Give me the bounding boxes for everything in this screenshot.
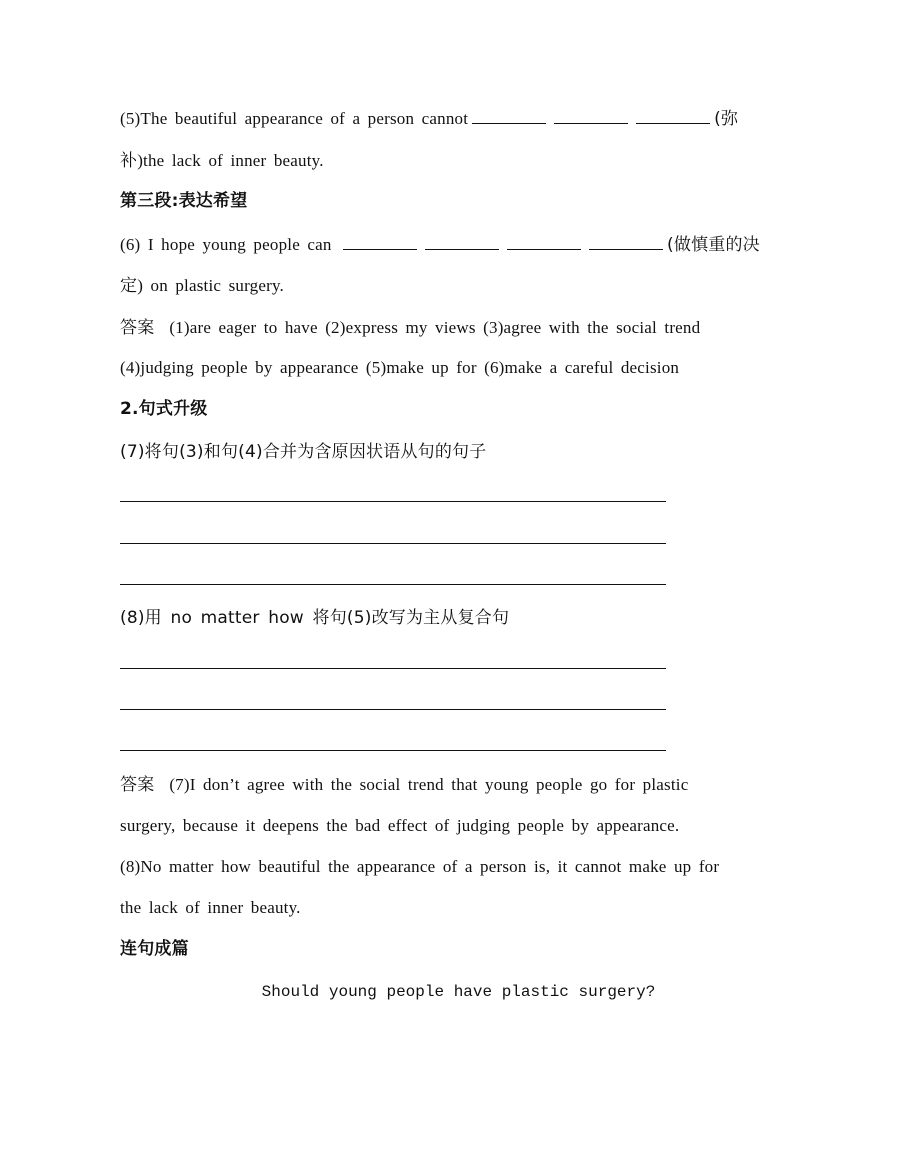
writing-line[interactable] (120, 584, 666, 585)
question-5-text: (5)The beautiful appearance of a person cannot (120, 109, 469, 128)
writing-line[interactable] (120, 668, 666, 669)
question-6-text: (6) I hope young people can (120, 235, 332, 254)
answer-blank[interactable] (425, 235, 499, 250)
answer-blank[interactable] (343, 235, 417, 250)
answer-2-line-1 (120, 774, 688, 796)
question-5-hint: (弥 (714, 109, 739, 129)
writing-line[interactable] (120, 709, 666, 710)
question-5-line-2: 补)the lack of inner beauty. (120, 151, 324, 170)
answer-1-line-1 (120, 317, 700, 339)
part-2-heading: 2.句式升级 (120, 399, 208, 419)
answer-blank[interactable] (636, 109, 710, 124)
question-6-line-2: 定) on plastic surgery. (120, 276, 285, 295)
answer-label: 答案 (120, 318, 155, 338)
section-3-heading: 第三段:表达希望 (120, 191, 248, 211)
compose-heading: 连句成篇 (120, 939, 189, 959)
answer-blank[interactable] (554, 109, 628, 124)
answer-blank[interactable] (589, 235, 663, 250)
question-7: (7)将句(3)和句(4)合并为含原因状语从句的句子 (120, 442, 487, 462)
writing-line[interactable] (120, 501, 666, 502)
answer-text: (7)I don’t agree with the social trend that young people go for plastic (169, 775, 689, 794)
answer-1-line-2: (4)judging people by appearance (5)make up for (6)make a careful decision (120, 358, 680, 377)
answer-2-line-2: surgery, because it deepens the bad effect of judging people by appearance. (120, 816, 680, 835)
answer-2-line-3: (8)No matter how beautiful the appearance of a person is, it cannot make up for (120, 857, 720, 876)
writing-line[interactable] (120, 543, 666, 544)
answer-text: (1)are eager to have (2)express my views (3)agree with the social trend (169, 318, 701, 337)
writing-line[interactable] (120, 750, 666, 751)
essay-title: Should young people have plastic surgery? (261, 983, 656, 1001)
question-5-line-1 (120, 108, 738, 130)
question-6-line-1 (120, 234, 760, 256)
answer-blank[interactable] (472, 109, 546, 124)
question-6-hint: (做慎重的决 (667, 235, 760, 255)
answer-blank[interactable] (507, 235, 581, 250)
answer-2-line-4: the lack of inner beauty. (120, 898, 301, 917)
answer-label: 答案 (120, 775, 155, 795)
question-8: (8)用 no matter how 将句(5)改写为主从复合句 (120, 608, 510, 628)
